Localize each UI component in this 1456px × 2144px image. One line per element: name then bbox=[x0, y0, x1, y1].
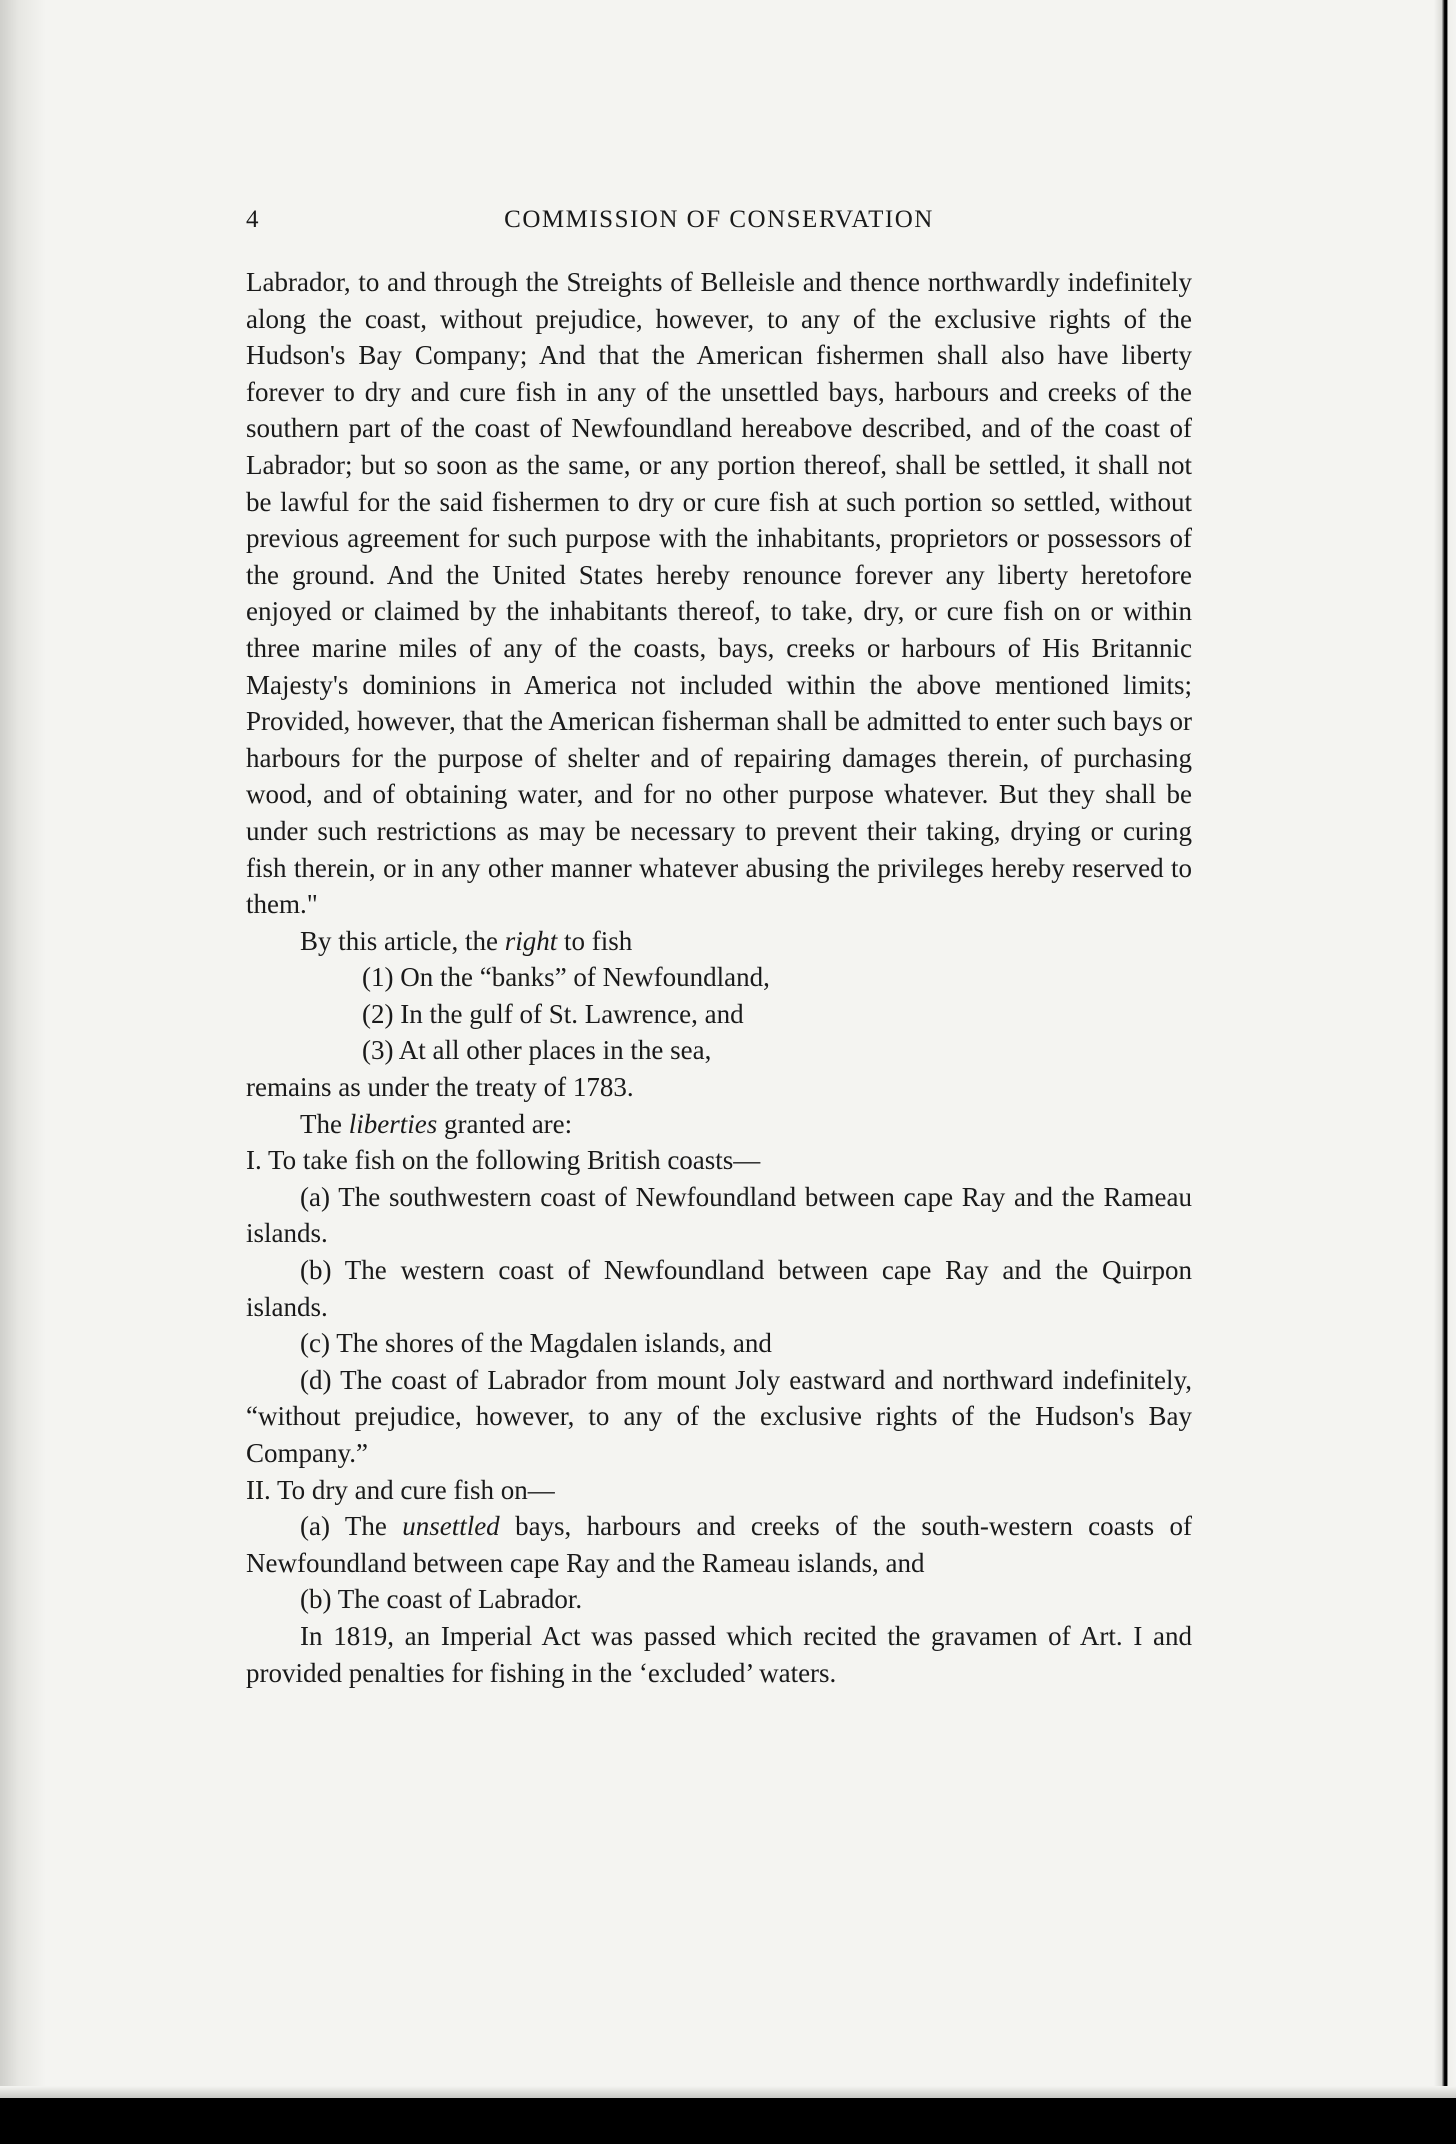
intro-text-end: to fish bbox=[563, 925, 633, 956]
running-head: COMMISSION OF CONSERVATION bbox=[504, 206, 934, 233]
intro-emphasis: right bbox=[504, 925, 558, 956]
page-header bbox=[246, 206, 1192, 246]
liberties-intro-post: granted are: bbox=[443, 1108, 573, 1139]
liberties-emphasis: liberties bbox=[348, 1108, 438, 1139]
intro-text: By this article, the bbox=[300, 925, 498, 956]
closing-paragraph: In 1819, an Imperial Act was passed which recited the gravamen of Art. I and provided penalties for fishing in the ‘excluded’ waters. bbox=[246, 1620, 1192, 1688]
section-two-heading: II. To dry and cure fish on— bbox=[246, 1474, 555, 1505]
remains-line: remains as under the treaty of 1783. bbox=[246, 1072, 634, 1103]
section-one-item-a: (a) The southwestern coast of Newfoundland between cape Ray and the Rameau islands. bbox=[246, 1181, 1192, 1249]
section-one-item-d: (d) The coast of Labrador from mount Joly eastward and northward indefinitely, “without prejudice, however, to any of the exclusive rights of the Hudson's Bay Company.” bbox=[246, 1364, 1192, 1468]
liberties-intro bbox=[246, 1106, 1192, 1143]
scan-bottom-fade bbox=[0, 2086, 1456, 2098]
scan-bottom-bar bbox=[0, 2098, 1456, 2144]
item-a-pre: (a) The bbox=[300, 1511, 387, 1542]
body-text bbox=[246, 264, 1192, 1691]
scan-right-edge bbox=[1434, 0, 1456, 2144]
right-to-fish-intro bbox=[246, 923, 1192, 960]
section-one-heading: I. To take fish on the following British coasts— bbox=[246, 1145, 761, 1176]
right-list-item-1: (1) On the “banks” of Newfoundland, bbox=[362, 962, 770, 993]
treaty-quote-paragraph: Labrador, to and through the Streights of Belleisle and thence northwardly indefinitely along the coast, without prejudice, however, to any of the exclusive rights of the Hudson's Bay Company; And that the American fishermen shall also have liberty forever to dry and cure fish in any of the unsettled bays, harbours and creeks of the southern part of the coast of Newfoundland hereabove described, and of the coast of Labrador; but so soon as the same, or any portion thereof, shall be settled, it shall not be lawful for the said fishermen to dry or cure fish at such portion so settled, without previous agreement for such purpose with the inhabitants, proprietors or possessors of the ground. And the United States hereby renounce forever any liberty heretofore enjoyed or claimed by the inhabitants thereof, to take, dry, or cure fish on or within three marine miles of any of the coasts, bays, creeks or harbours of His Britannic Majesty's dominions in America not included within the above mentioned limits; Provided, however, that the American fisherman shall be admitted to enter such bays or harbours for the purpose of shelter and of repairing damages therein, of purchasing wood, and of obtaining water, and for no other purpose whatever. But they shall be under such restrictions as may be necessary to prevent their taking, drying or curing fish therein, or in any other manner whatever abusing the privileges hereby reserved to them." bbox=[246, 267, 1192, 920]
right-list-item-2: (2) In the gulf of St. Lawrence, and bbox=[362, 998, 744, 1029]
right-list-item-3: (3) At all other places in the sea, bbox=[362, 1035, 712, 1066]
liberties-intro-pre: The bbox=[300, 1108, 342, 1139]
section-two-item-b: (b) The coast of Labrador. bbox=[300, 1584, 583, 1615]
section-two-item-a bbox=[246, 1508, 1192, 1581]
item-a-post: bays, harbours and creeks of the south-western coasts of Newfoundland between cape Ray and the Rameau islands, and bbox=[246, 1511, 1193, 1578]
scan-left-shadow bbox=[0, 0, 46, 2144]
section-one-item-b: (b) The western coast of Newfoundland between cape Ray and the Quirpon islands. bbox=[246, 1255, 1192, 1322]
section-one-item-c: (c) The shores of the Magdalen islands, and bbox=[300, 1328, 772, 1359]
item-a-emphasis: unsettled bbox=[402, 1511, 500, 1542]
page-number: 4 bbox=[246, 206, 260, 233]
